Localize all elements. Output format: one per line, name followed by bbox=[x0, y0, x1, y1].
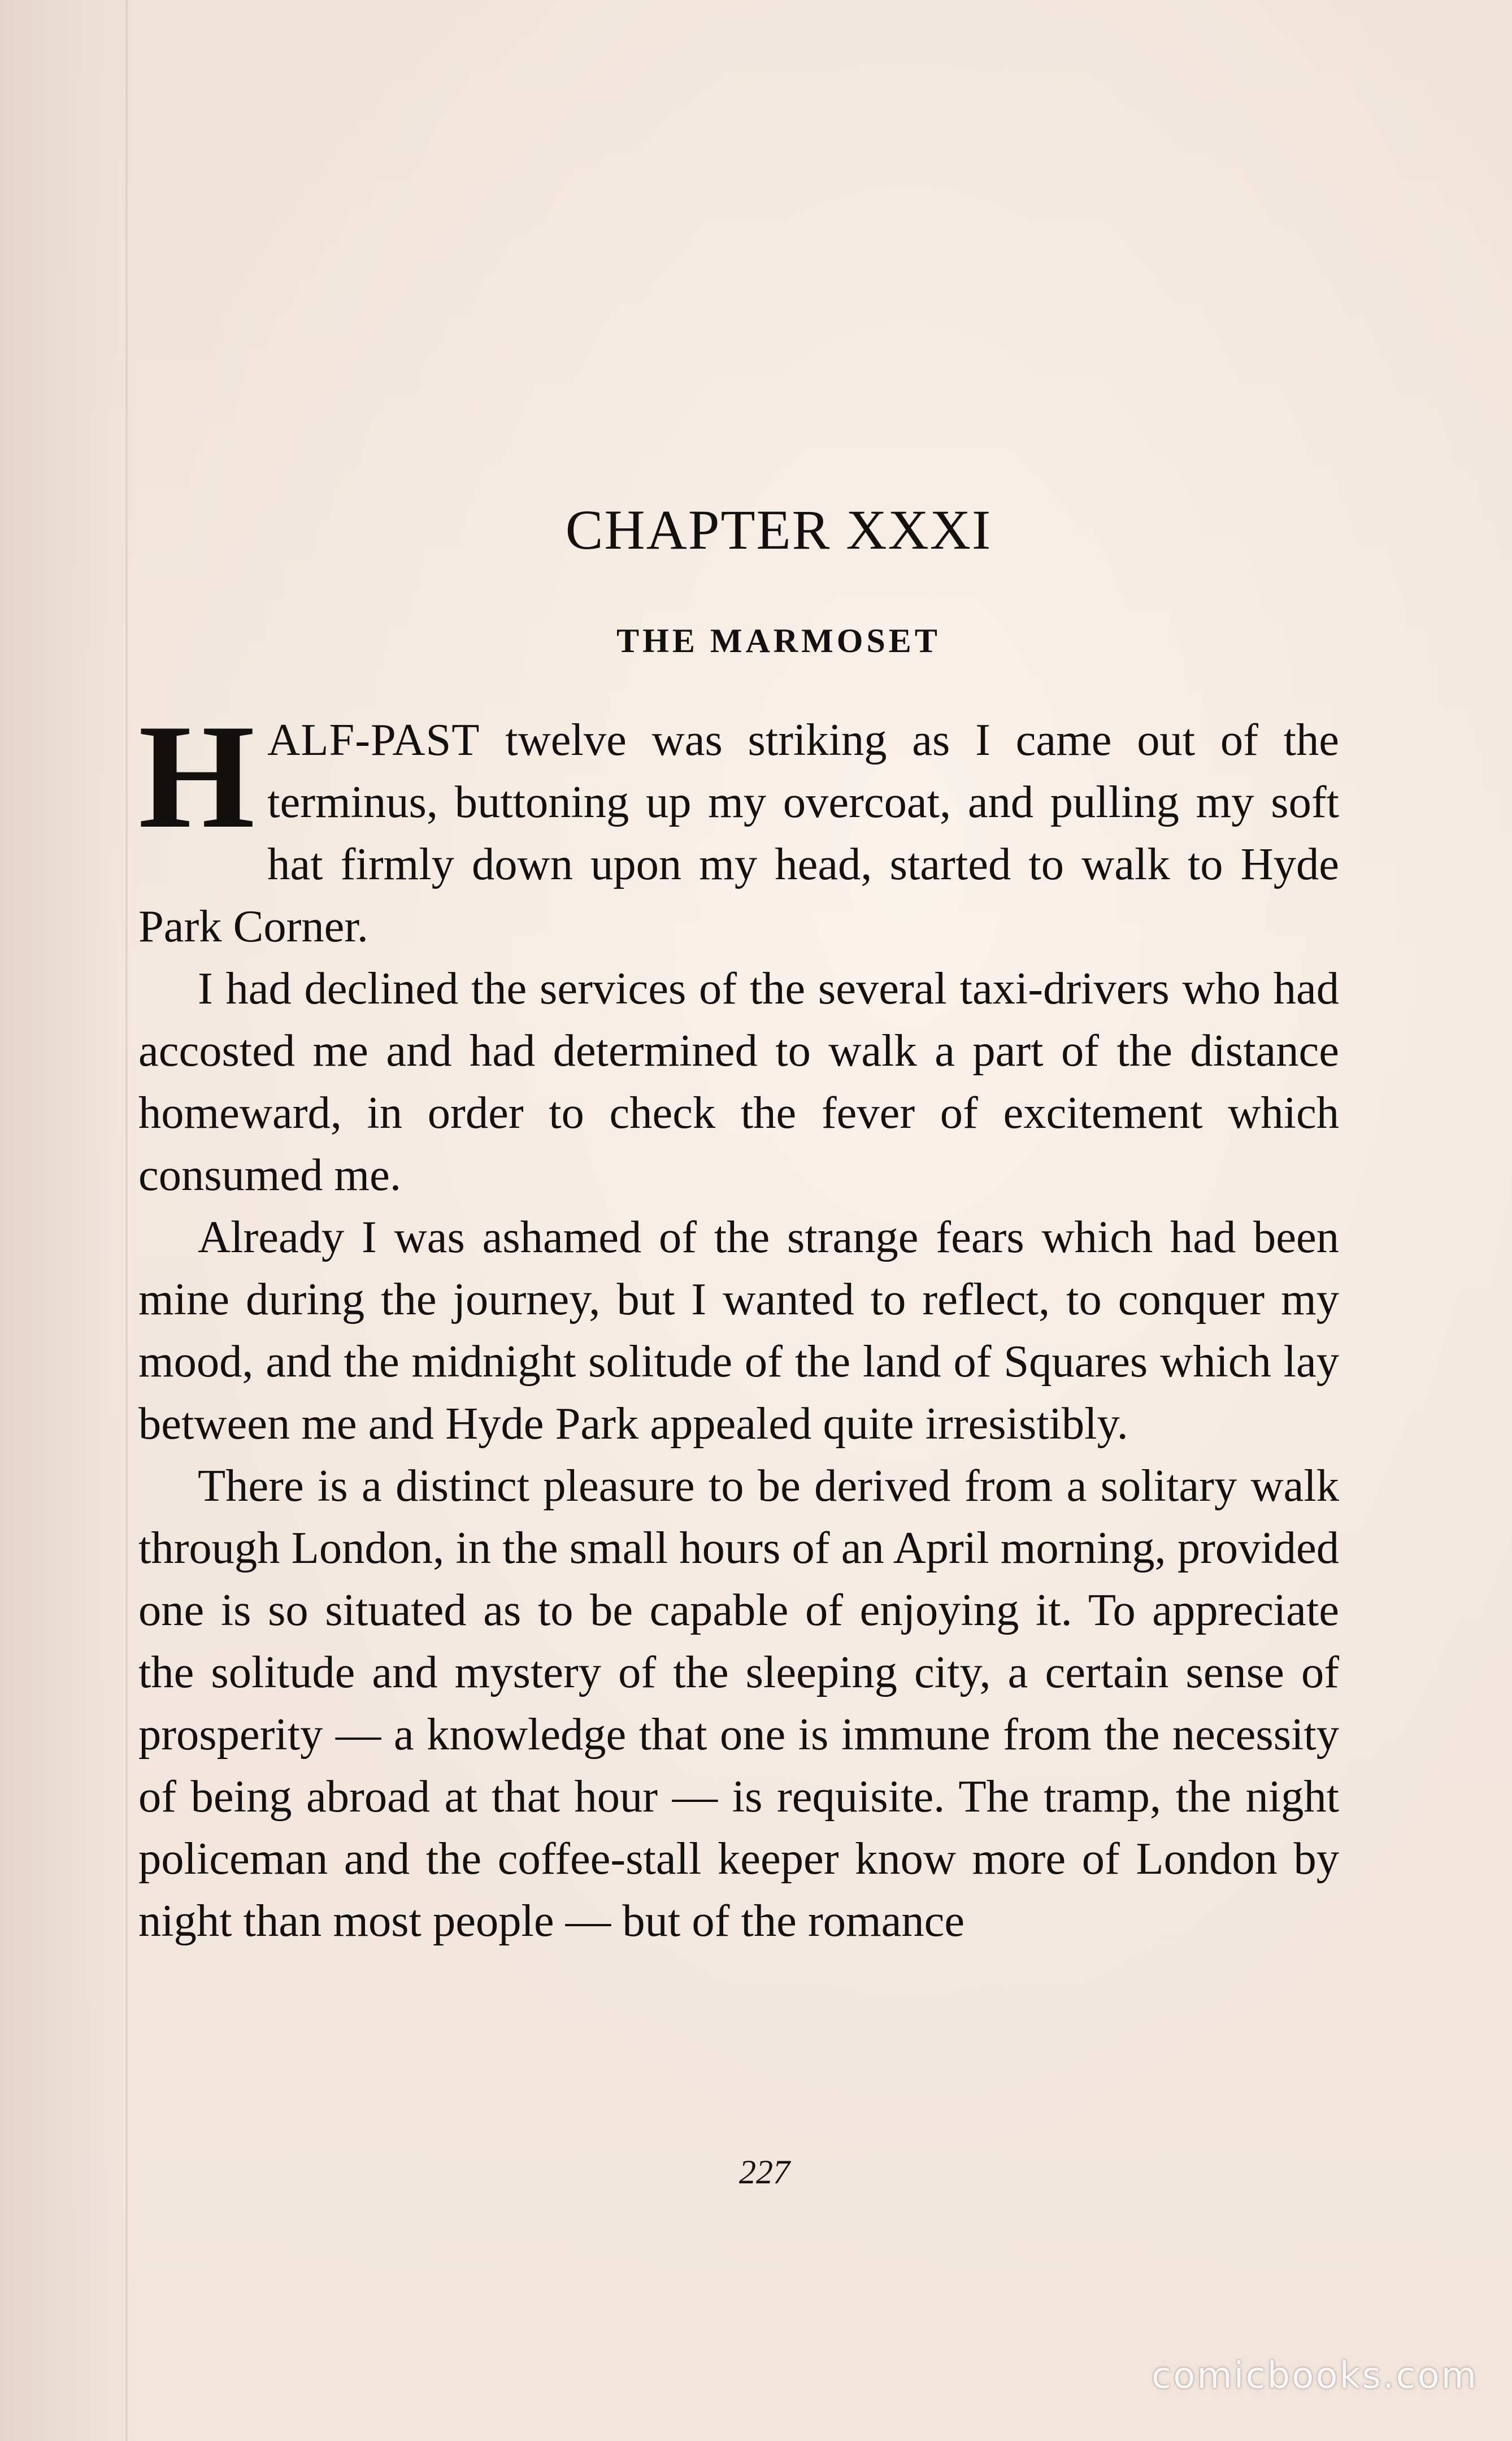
body-text bbox=[138, 694, 1339, 1952]
gutter-crease bbox=[125, 0, 128, 2441]
paragraph-1-first-word: ALF-PAST bbox=[267, 715, 480, 765]
paragraph-4: There is a distinct pleasure to be derived from a solitary walk through London, in the small hours of an April morning, provided one is so situated as to be capable of enjoying it. To appreciate the solitude and mystery of the sleeping city, a certain sense of prosperity — a knowledge that one is immune from the necessity of being abroad at that hour — is requisite. The tramp, the night policeman and the coffee-stall keeper know more of London by night than most people — but of the romance bbox=[138, 1461, 1339, 1946]
paragraph-2: I had declined the services of the several taxi-drivers who had accosted me and had determined to walk a part of the distance homeward, in order to check the fever of excitement which consumed me. bbox=[138, 963, 1339, 1200]
chapter-subtitle: THE MARMOSET bbox=[616, 622, 941, 659]
chapter-title: CHAPTER XXXI bbox=[565, 498, 992, 561]
page-gutter bbox=[0, 0, 136, 2441]
paragraph-1 bbox=[138, 694, 1339, 958]
paragraph-3: Already I was ashamed of the strange fears which had been mine during the journey, but I wanted to reflect, to conquer my mood, and the midnight solitude of the land of Squares which lay between me and Hyde Park appealed quite irresistibly. bbox=[138, 1212, 1339, 1449]
page-number: 227 bbox=[739, 2153, 790, 2191]
paragraph-1-text: twelve was striking as I came out of the terminus, buttoning up my overcoat, and pulling my soft hat firmly down upon my head, started to walk to Hyde Park Corner. bbox=[138, 715, 1339, 952]
drop-cap: H bbox=[138, 694, 255, 859]
watermark: comicbooks.com bbox=[1151, 2355, 1478, 2397]
